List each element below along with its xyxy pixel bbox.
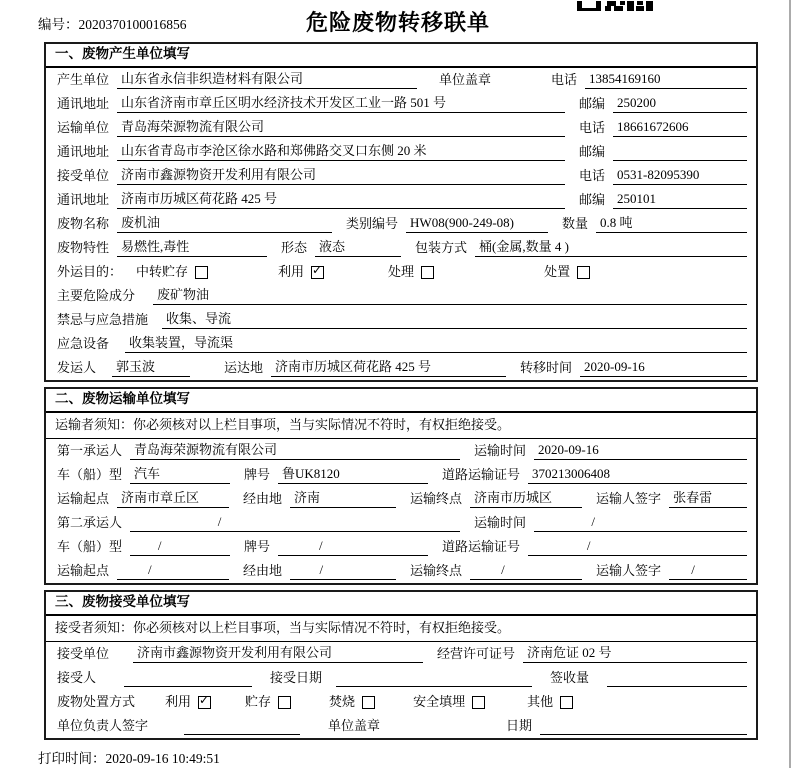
field-value: 山东省永信非织造材料有限公司 [117, 70, 417, 89]
doc-header [0, 0, 796, 40]
field-label: 通讯地址 [57, 96, 110, 111]
form-row [46, 666, 756, 690]
form-row [46, 332, 756, 356]
field-value: / [534, 513, 747, 532]
form-section [44, 590, 758, 740]
field-label: 通讯地址 [57, 192, 110, 207]
field-value: 济南市鑫源物资开发利用有限公司 [117, 166, 565, 185]
field-value [336, 669, 532, 687]
checkbox [577, 266, 590, 279]
section-title: 一、废物产生单位填写 [46, 44, 756, 68]
field-value: 370213006408 [528, 465, 747, 484]
doc-number [38, 13, 187, 33]
field-value: / [470, 561, 582, 580]
section-title: 三、废物接受单位填写 [46, 592, 756, 616]
field-label: 接受单位 [57, 646, 110, 661]
field-label: 车（船）型 [57, 539, 123, 554]
field-value: 济南市鑫源物资开发利用有限公司 [133, 644, 423, 663]
qr-code-fragment [577, 0, 653, 11]
checkbox-field [165, 693, 211, 711]
form-row [46, 535, 756, 559]
field-label: 产生单位 [57, 72, 110, 87]
field-value: 济南 [290, 489, 396, 508]
form-row [46, 714, 756, 738]
checkbox [362, 696, 375, 709]
field-value: 汽车 [130, 465, 230, 484]
checkbox-label: 处理 [388, 264, 415, 279]
field-label: 废物名称 [57, 216, 110, 231]
field-value: 济南市历城区荷花路 425 号 [271, 358, 506, 377]
checkbox-field [245, 693, 291, 711]
checkbox-field [413, 693, 485, 711]
field-value: 张春雷 [669, 489, 747, 508]
field-label: 第二承运人 [57, 515, 123, 530]
field-value: 郭玉波 [112, 358, 190, 377]
field-label: 运输时间 [474, 443, 527, 458]
field-value: 废矿物油 [153, 286, 747, 305]
checkbox-mark: ✓ [199, 693, 210, 707]
field-label: 运输起点 [57, 563, 110, 578]
section-title: 二、废物运输单位填写 [46, 389, 756, 413]
field-value: 山东省济南市章丘区明水经济技术开发区工业一路 501 号 [117, 94, 565, 113]
field-value: / [130, 537, 230, 556]
form-section [44, 387, 758, 585]
field-value: 青岛海荣源物流有限公司 [130, 441, 460, 460]
form-row [46, 487, 756, 511]
field-label: 废物处置方式 [57, 694, 136, 709]
field-label: 运输人签字 [596, 563, 662, 578]
field-value: 0531-82095390 [613, 166, 747, 185]
field-label: 邮编 [579, 144, 606, 159]
checkbox-label: 安全填埋 [413, 694, 466, 709]
checkbox-label: 焚烧 [329, 694, 356, 709]
field-value: 收集装置，导流渠 [125, 334, 747, 353]
field-value: 易燃性,毒性 [117, 238, 267, 257]
field-label: 数量 [562, 216, 589, 231]
field-value: 青岛海荣源物流有限公司 [117, 118, 565, 137]
field-value: / [130, 513, 460, 532]
field-value [124, 669, 252, 687]
doc-number-value: 2020370100016856 [78, 17, 187, 32]
field-label: 车（船）型 [57, 467, 123, 482]
checkbox-label: 利用 [278, 264, 305, 279]
checkbox-label: 利用 [165, 694, 192, 709]
checkbox-field [544, 263, 590, 281]
page-edge [789, 0, 791, 768]
checkbox-label: 其他 [527, 694, 554, 709]
field-label: 电话 [551, 72, 578, 87]
field-label: 运输人签字 [596, 491, 662, 506]
field-label: 电话 [579, 168, 606, 183]
field-value: 桶(金属,数量 4 ) [475, 238, 747, 257]
checkbox-field [136, 263, 208, 281]
checkbox [195, 266, 208, 279]
checkbox-mark: ✓ [312, 263, 323, 277]
field-label: 邮编 [579, 192, 606, 207]
field-value [607, 669, 747, 687]
form-body [44, 42, 758, 740]
field-value: 济南危证 02 号 [523, 644, 747, 663]
form-row [46, 642, 756, 666]
field-value: 山东省青岛市李沧区徐水路和郑佛路交叉口东侧 20 米 [117, 142, 565, 161]
form-row [46, 356, 756, 380]
field-label: 应急设备 [57, 336, 110, 351]
field-label: 运输时间 [474, 515, 527, 530]
field-label: 接受单位 [57, 168, 110, 183]
field-value: 鲁UK8120 [278, 465, 428, 484]
field-label: 道路运输证号 [442, 539, 521, 554]
checkbox-field [278, 263, 324, 281]
checkbox-label: 贮存 [245, 694, 272, 709]
checkbox [472, 696, 485, 709]
field-label: 第一承运人 [57, 443, 123, 458]
checkbox-field [527, 693, 573, 711]
field-value [184, 717, 300, 735]
field-value: / [669, 561, 747, 580]
field-label: 转移时间 [520, 360, 573, 375]
form-row [46, 260, 756, 284]
field-label: 接受人 [57, 670, 97, 685]
field-label: 禁忌与应急措施 [57, 312, 149, 327]
checkbox-label: 处置 [544, 264, 571, 279]
form-row [46, 164, 756, 188]
field-value: 收集、导流 [162, 310, 747, 329]
checkbox-field [388, 263, 434, 281]
field-label: 牌号 [244, 539, 271, 554]
form-row [46, 439, 756, 463]
field-label: 单位负责人签字 [57, 718, 149, 733]
field-label: 道路运输证号 [442, 467, 521, 482]
field-label: 类别编号 [346, 216, 399, 231]
field-value: 废机油 [117, 214, 332, 233]
field-label: 形态 [281, 240, 308, 255]
form-row [46, 92, 756, 116]
field-value: / [278, 537, 428, 556]
field-value: 250101 [613, 190, 747, 209]
print-time: 打印时间：2020-09-16 10:49:51 [38, 751, 220, 766]
field-label: 电话 [579, 120, 606, 135]
field-value: 济南市历城区 [470, 489, 582, 508]
field-value [613, 143, 747, 161]
field-label: 经营许可证号 [437, 646, 516, 661]
field-label: 牌号 [244, 467, 271, 482]
field-label: 通讯地址 [57, 144, 110, 159]
form-row [46, 116, 756, 140]
field-value: 13854169160 [585, 70, 747, 89]
field-label: 外运目的： [57, 264, 123, 279]
field-label: 单位盖章 [439, 72, 492, 87]
checkbox [311, 263, 324, 279]
field-label: 经由地 [243, 563, 283, 578]
form-row [46, 284, 756, 308]
form-row [46, 212, 756, 236]
form-row [46, 140, 756, 164]
checkbox [560, 696, 573, 709]
field-value: 250200 [613, 94, 747, 113]
field-label: 日期 [506, 718, 533, 733]
doc-number-label: 编号： [38, 17, 79, 32]
field-label: 接受日期 [270, 670, 323, 685]
form-row [46, 68, 756, 92]
field-value: HW08(900-249-08) [406, 214, 548, 233]
checkbox-label: 中转贮存 [136, 264, 189, 279]
form-section [44, 42, 758, 382]
field-label: 发运人 [57, 360, 97, 375]
field-label: 包装方式 [415, 240, 468, 255]
field-value: / [290, 561, 396, 580]
field-value: 18661672606 [613, 118, 747, 137]
form-row [46, 188, 756, 212]
field-label: 主要危险成分 [57, 288, 136, 303]
field-value [540, 717, 747, 735]
form-row [46, 690, 756, 714]
field-label: 运输终点 [410, 563, 463, 578]
page-title: 危险废物转移联单 [305, 11, 490, 36]
field-value: 济南市章丘区 [117, 489, 229, 508]
field-label: 运达地 [224, 360, 264, 375]
field-label: 运输单位 [57, 120, 110, 135]
field-value: 2020-09-16 [580, 358, 747, 377]
field-value: 济南市历城区荷花路 425 号 [117, 190, 565, 209]
form-row [46, 511, 756, 535]
form-row [46, 308, 756, 332]
notice-text: 接受者须知：你必须核对以上栏目事项，当与实际情况不符时，有权拒绝接受。 [46, 616, 756, 642]
form-row [46, 559, 756, 583]
field-value: / [117, 561, 229, 580]
field-value: 液态 [315, 238, 401, 257]
field-value: 0.8 吨 [596, 214, 747, 233]
field-label: 邮编 [579, 96, 606, 111]
field-value: / [528, 537, 747, 556]
field-label: 经由地 [243, 491, 283, 506]
field-label: 签收量 [550, 670, 590, 685]
field-label: 单位盖章 [328, 718, 381, 733]
notice-text: 运输者须知：你必须核对以上栏目事项，当与实际情况不符时，有权拒绝接受。 [46, 413, 756, 439]
field-label: 运输终点 [410, 491, 463, 506]
checkbox-field [329, 693, 375, 711]
checkbox [198, 693, 211, 709]
field-label: 运输起点 [57, 491, 110, 506]
field-value: 2020-09-16 [534, 441, 747, 460]
form-row [46, 463, 756, 487]
field-label: 废物特性 [57, 240, 110, 255]
checkbox [278, 696, 291, 709]
form-row [46, 236, 756, 260]
checkbox [421, 266, 434, 279]
